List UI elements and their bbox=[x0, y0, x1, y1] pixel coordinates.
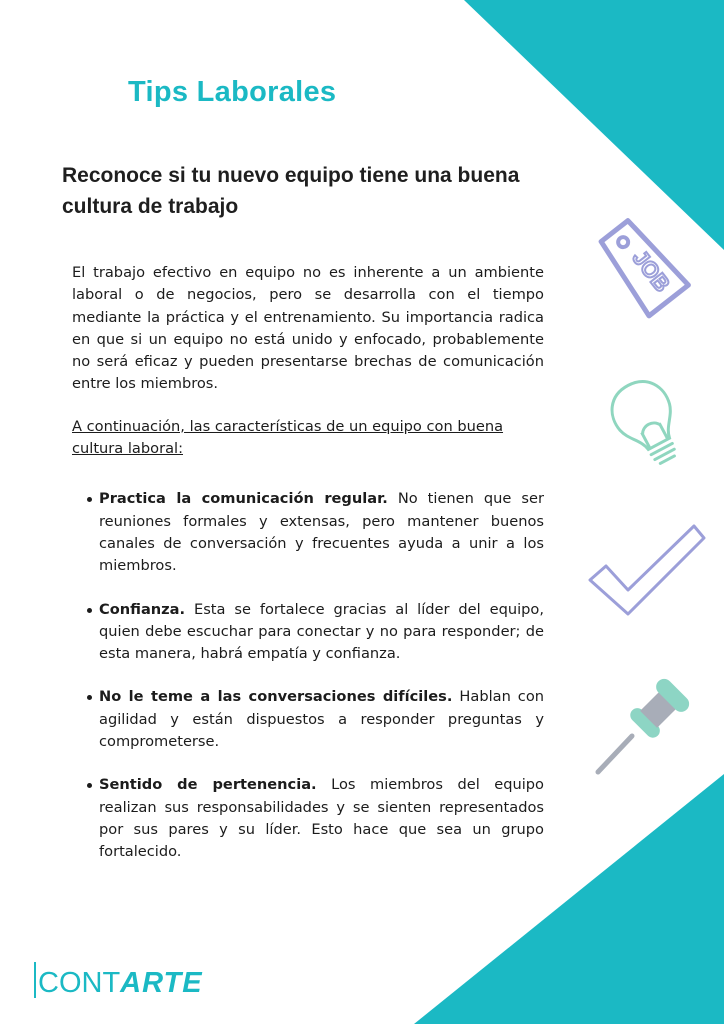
article-subtitle: Reconoce si tu nuevo equipo tiene una buena cultura de trabajo bbox=[62, 164, 520, 218]
list-item bbox=[99, 488, 544, 577]
lightbulb-icon bbox=[600, 372, 700, 482]
list-item-text: Hablan con agilidad y están dispuestos a responder preguntas y comprometerse. bbox=[99, 688, 545, 751]
list-item-text: No tienen que ser reuniones formales y extensas, pero mantener buenos canales de conversación y frecuentes ayuda a unir a los miembros. bbox=[99, 490, 545, 575]
logo-bar bbox=[34, 962, 36, 998]
list-item-title: Sentido de pertenencia. bbox=[99, 776, 317, 794]
list-item-title: No le teme a las conversaciones difíciles. bbox=[99, 688, 453, 706]
lead-in-text: A continuación, las características de un equipo con buena cultura laboral: bbox=[72, 417, 504, 458]
page-title: Tips Laborales bbox=[128, 76, 337, 108]
list-item bbox=[99, 686, 544, 753]
list-item bbox=[99, 599, 544, 666]
list-item-text: Esta se fortalece gracias al líder del equipo, quien debe escuchar para conectar y no para responder; de esta manera, habrá empatía y confianza. bbox=[99, 600, 544, 663]
intro-paragraph: El trabajo efectivo en equipo no es inherente a un ambiente laboral o de negocios, pero se desarrolla con el tiempo mediante la práctica y el entrenamiento. Su importancia radica en que si un equipo no está unido y enfocado, probablemente no será eficaz y pueden presentarse brechas de comunicación entre los miembros. bbox=[72, 264, 544, 393]
feature-list bbox=[99, 488, 544, 863]
checkmark-icon bbox=[584, 518, 710, 630]
job-tag-icon bbox=[586, 200, 696, 330]
pushpin-icon bbox=[592, 674, 702, 778]
job-tag-text: JOB bbox=[627, 245, 676, 297]
list-item-title: Confianza. bbox=[99, 600, 186, 618]
logo-text-arte: ARTE bbox=[120, 967, 203, 999]
logo-text-cont: CONT bbox=[38, 967, 121, 999]
list-item bbox=[99, 774, 544, 863]
list-item-title: Practica la comunicación regular. bbox=[99, 490, 388, 508]
article-body bbox=[72, 262, 544, 885]
list-item-text: Los miembros del equipo realizan sus responsabilidades y se sienten representados por sus pares y su líder. Esto hace que sea un grupo fortalecido. bbox=[99, 776, 544, 861]
contarte-logo bbox=[34, 960, 203, 998]
